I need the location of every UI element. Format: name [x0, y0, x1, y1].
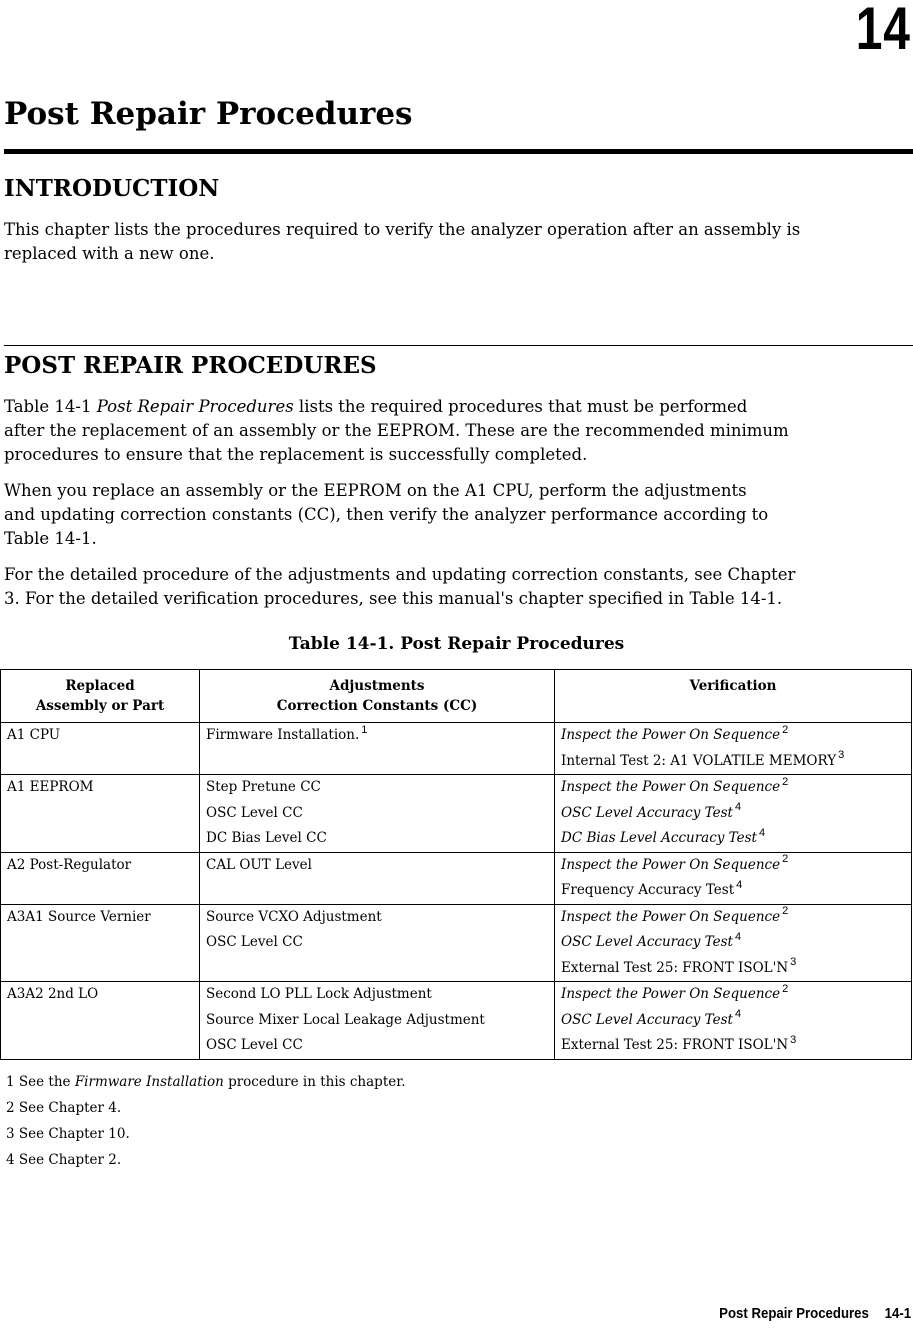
text-line: and updating correction constants (CC), then verify the analyzer performance according to	[4, 505, 769, 524]
cell-line	[206, 801, 548, 827]
footnote-text: procedure in this chapter.	[223, 1074, 406, 1090]
verification-cell	[555, 982, 912, 1060]
procedure-text: Second LO PLL Lock Adjustment	[206, 986, 432, 1002]
procedure-text: OSC Level CC	[206, 804, 303, 821]
footnote	[6, 1100, 121, 1116]
header-line: Verification	[689, 678, 777, 694]
paragraph-3	[4, 563, 909, 611]
header-line: Adjustments	[329, 678, 425, 694]
procedure-text: Inspect the Power On Sequence	[561, 986, 781, 1002]
table-row	[1, 982, 912, 1060]
text-line: 3. For the detailed verification procedures, see this manual's chapter specified in Table 14-1.	[4, 589, 783, 608]
cell-line	[206, 1008, 548, 1034]
cell-line	[561, 878, 905, 904]
cell-line	[561, 775, 905, 801]
footnote-marker: 4	[758, 826, 766, 839]
section-divider	[4, 345, 913, 346]
table-row	[1, 775, 912, 853]
table-caption: Table 14-1. Post Repair Procedures	[288, 634, 625, 654]
procedure-text: DC Bias Level Accuracy Test	[561, 830, 757, 846]
table-row	[1, 723, 912, 775]
text: lists the required procedures that must be performed	[293, 397, 748, 416]
cell-line	[561, 749, 905, 775]
text-line: Table 14-1.	[4, 529, 97, 548]
intro-paragraph	[4, 218, 909, 266]
footnote-marker: 2	[782, 853, 789, 865]
column-header	[555, 670, 912, 723]
cell-line	[561, 1033, 905, 1059]
footnote-marker: 4	[734, 930, 742, 943]
procedure-text: External Test 25: FRONT ISOL'N	[561, 959, 789, 976]
procedure-text: External Test 25: FRONT ISOL'N	[561, 1037, 789, 1053]
adjustment-cell	[200, 904, 555, 982]
cell-line	[206, 723, 548, 749]
footnote-marker: 2	[782, 775, 789, 788]
procedure-text: CAL OUT Level	[206, 856, 312, 873]
paragraph-1	[4, 395, 909, 467]
text-line: after the replacement of an assembly or the EEPROM. These are the recommended minimum	[4, 421, 789, 440]
verification-cell	[555, 723, 912, 775]
procedure-text: Source VCXO Adjustment	[206, 908, 382, 925]
part-cell	[1, 982, 200, 1060]
verification-cell	[555, 904, 912, 982]
part-name: A1 CPU	[7, 727, 61, 743]
cell-line	[561, 905, 905, 931]
adjustment-cell	[200, 775, 555, 853]
text-line: This chapter lists the procedures required to verify the analyzer operation after an assembly is	[4, 220, 801, 239]
adjustment-cell	[200, 982, 555, 1060]
adjustment-cell	[200, 723, 555, 775]
cell-line	[206, 982, 548, 1008]
footnote-marker: 2	[782, 723, 789, 736]
table-reference: Post Repair Procedures	[96, 397, 294, 416]
part-name: A1 EEPROM	[7, 779, 94, 795]
column-header	[200, 670, 555, 723]
cell-line	[561, 723, 905, 749]
part-name: A2 Post-Regulator	[7, 856, 132, 873]
section-heading: POST REPAIR PROCEDURES	[4, 352, 377, 379]
part-name: A3A2 2nd LO	[7, 986, 99, 1002]
footnote-text: 3 See Chapter 10.	[6, 1126, 130, 1142]
text-line: When you replace an assembly or the EEPROM on the A1 CPU, perform the adjustments	[4, 481, 747, 500]
footnote-marker: 1	[361, 723, 368, 736]
part-cell	[1, 775, 200, 853]
procedure-text: Firmware Installation.	[206, 727, 360, 743]
procedure-text: DC Bias Level CC	[206, 830, 327, 846]
procedure-text: Step Pretune CC	[206, 779, 321, 795]
procedure-text: OSC Level CC	[206, 1037, 303, 1053]
cell-line	[561, 930, 905, 956]
cell-line	[206, 930, 548, 956]
table-row	[1, 852, 912, 904]
footnote-marker: 2	[782, 905, 789, 917]
table-row	[1, 904, 912, 982]
page-title: Post Repair Procedures	[4, 96, 413, 132]
part-name: A3A1 Source Vernier	[7, 908, 151, 925]
footnote	[6, 1074, 406, 1090]
footnote-marker: 4	[734, 1008, 742, 1020]
footnote	[6, 1152, 121, 1168]
footnote	[6, 1126, 130, 1142]
procedure-text: OSC Level Accuracy Test	[561, 934, 733, 950]
title-divider	[4, 149, 913, 154]
part-cell	[1, 723, 200, 775]
intro-heading: INTRODUCTION	[4, 175, 220, 202]
footnote-text: 4 See Chapter 2.	[6, 1152, 122, 1168]
cell-line	[206, 826, 548, 852]
text-line: replaced with a new one.	[4, 244, 215, 263]
procedure-text: OSC Level CC	[206, 934, 303, 950]
footnote-marker: 3	[790, 956, 797, 968]
procedure-text: Inspect the Power On Sequence	[561, 856, 781, 873]
cell-line	[561, 982, 905, 1008]
part-cell	[1, 904, 200, 982]
procedure-text: OSC Level Accuracy Test	[561, 804, 733, 821]
table-header-row	[1, 670, 912, 723]
cell-line	[561, 956, 905, 982]
footnote-text: 2 See Chapter 4.	[6, 1100, 122, 1116]
header-line: Replaced	[65, 678, 135, 694]
procedure-text: Inspect the Power On Sequence	[561, 779, 781, 795]
procedure-text: Internal Test 2: A1 VOLATILE MEMORY	[561, 752, 837, 769]
cell-line	[561, 1008, 905, 1034]
cell-line	[206, 853, 548, 879]
page-footer	[719, 1305, 911, 1322]
procedure-text: Source Mixer Local Leakage Adjustment	[206, 1011, 485, 1028]
text-line: procedures to ensure that the replacement is successfully completed.	[4, 445, 588, 464]
footnote-marker: 4	[736, 878, 743, 891]
page-number: 14-1	[884, 1305, 911, 1322]
adjustment-cell	[200, 852, 555, 904]
verification-cell	[555, 775, 912, 853]
post-repair-table	[0, 669, 912, 1060]
column-header	[1, 670, 200, 723]
procedure-text: Inspect the Power On Sequence	[561, 908, 781, 925]
footnote-text: Firmware Installation	[74, 1074, 224, 1090]
procedure-text: Frequency Accuracy Test	[561, 882, 735, 898]
header-line: Correction Constants (CC)	[276, 698, 478, 714]
footnote-text: 1 See the	[6, 1074, 75, 1090]
cell-line	[561, 826, 905, 852]
footnote-marker: 3	[790, 1033, 797, 1046]
text: Table 14-1	[4, 397, 97, 416]
footnote-marker: 2	[782, 982, 789, 995]
paragraph-2	[4, 479, 909, 551]
cell-line	[561, 853, 905, 879]
footnote-marker: 4	[734, 801, 742, 813]
procedure-text: OSC Level Accuracy Test	[561, 1011, 733, 1028]
part-cell	[1, 852, 200, 904]
cell-line	[206, 1033, 548, 1059]
cell-line	[206, 905, 548, 931]
chapter-number: 14	[856, 0, 911, 62]
procedure-text: Inspect the Power On Sequence	[561, 727, 781, 743]
text-line: For the detailed procedure of the adjustments and updating correction constants, see Chapter	[4, 565, 796, 584]
footer-section: Post Repair Procedures	[719, 1305, 869, 1322]
cell-line	[206, 775, 548, 801]
header-line: Assembly or Part	[35, 698, 165, 714]
verification-cell	[555, 852, 912, 904]
text-line	[4, 395, 909, 419]
cell-line	[561, 801, 905, 827]
footnote-marker: 3	[838, 749, 845, 761]
